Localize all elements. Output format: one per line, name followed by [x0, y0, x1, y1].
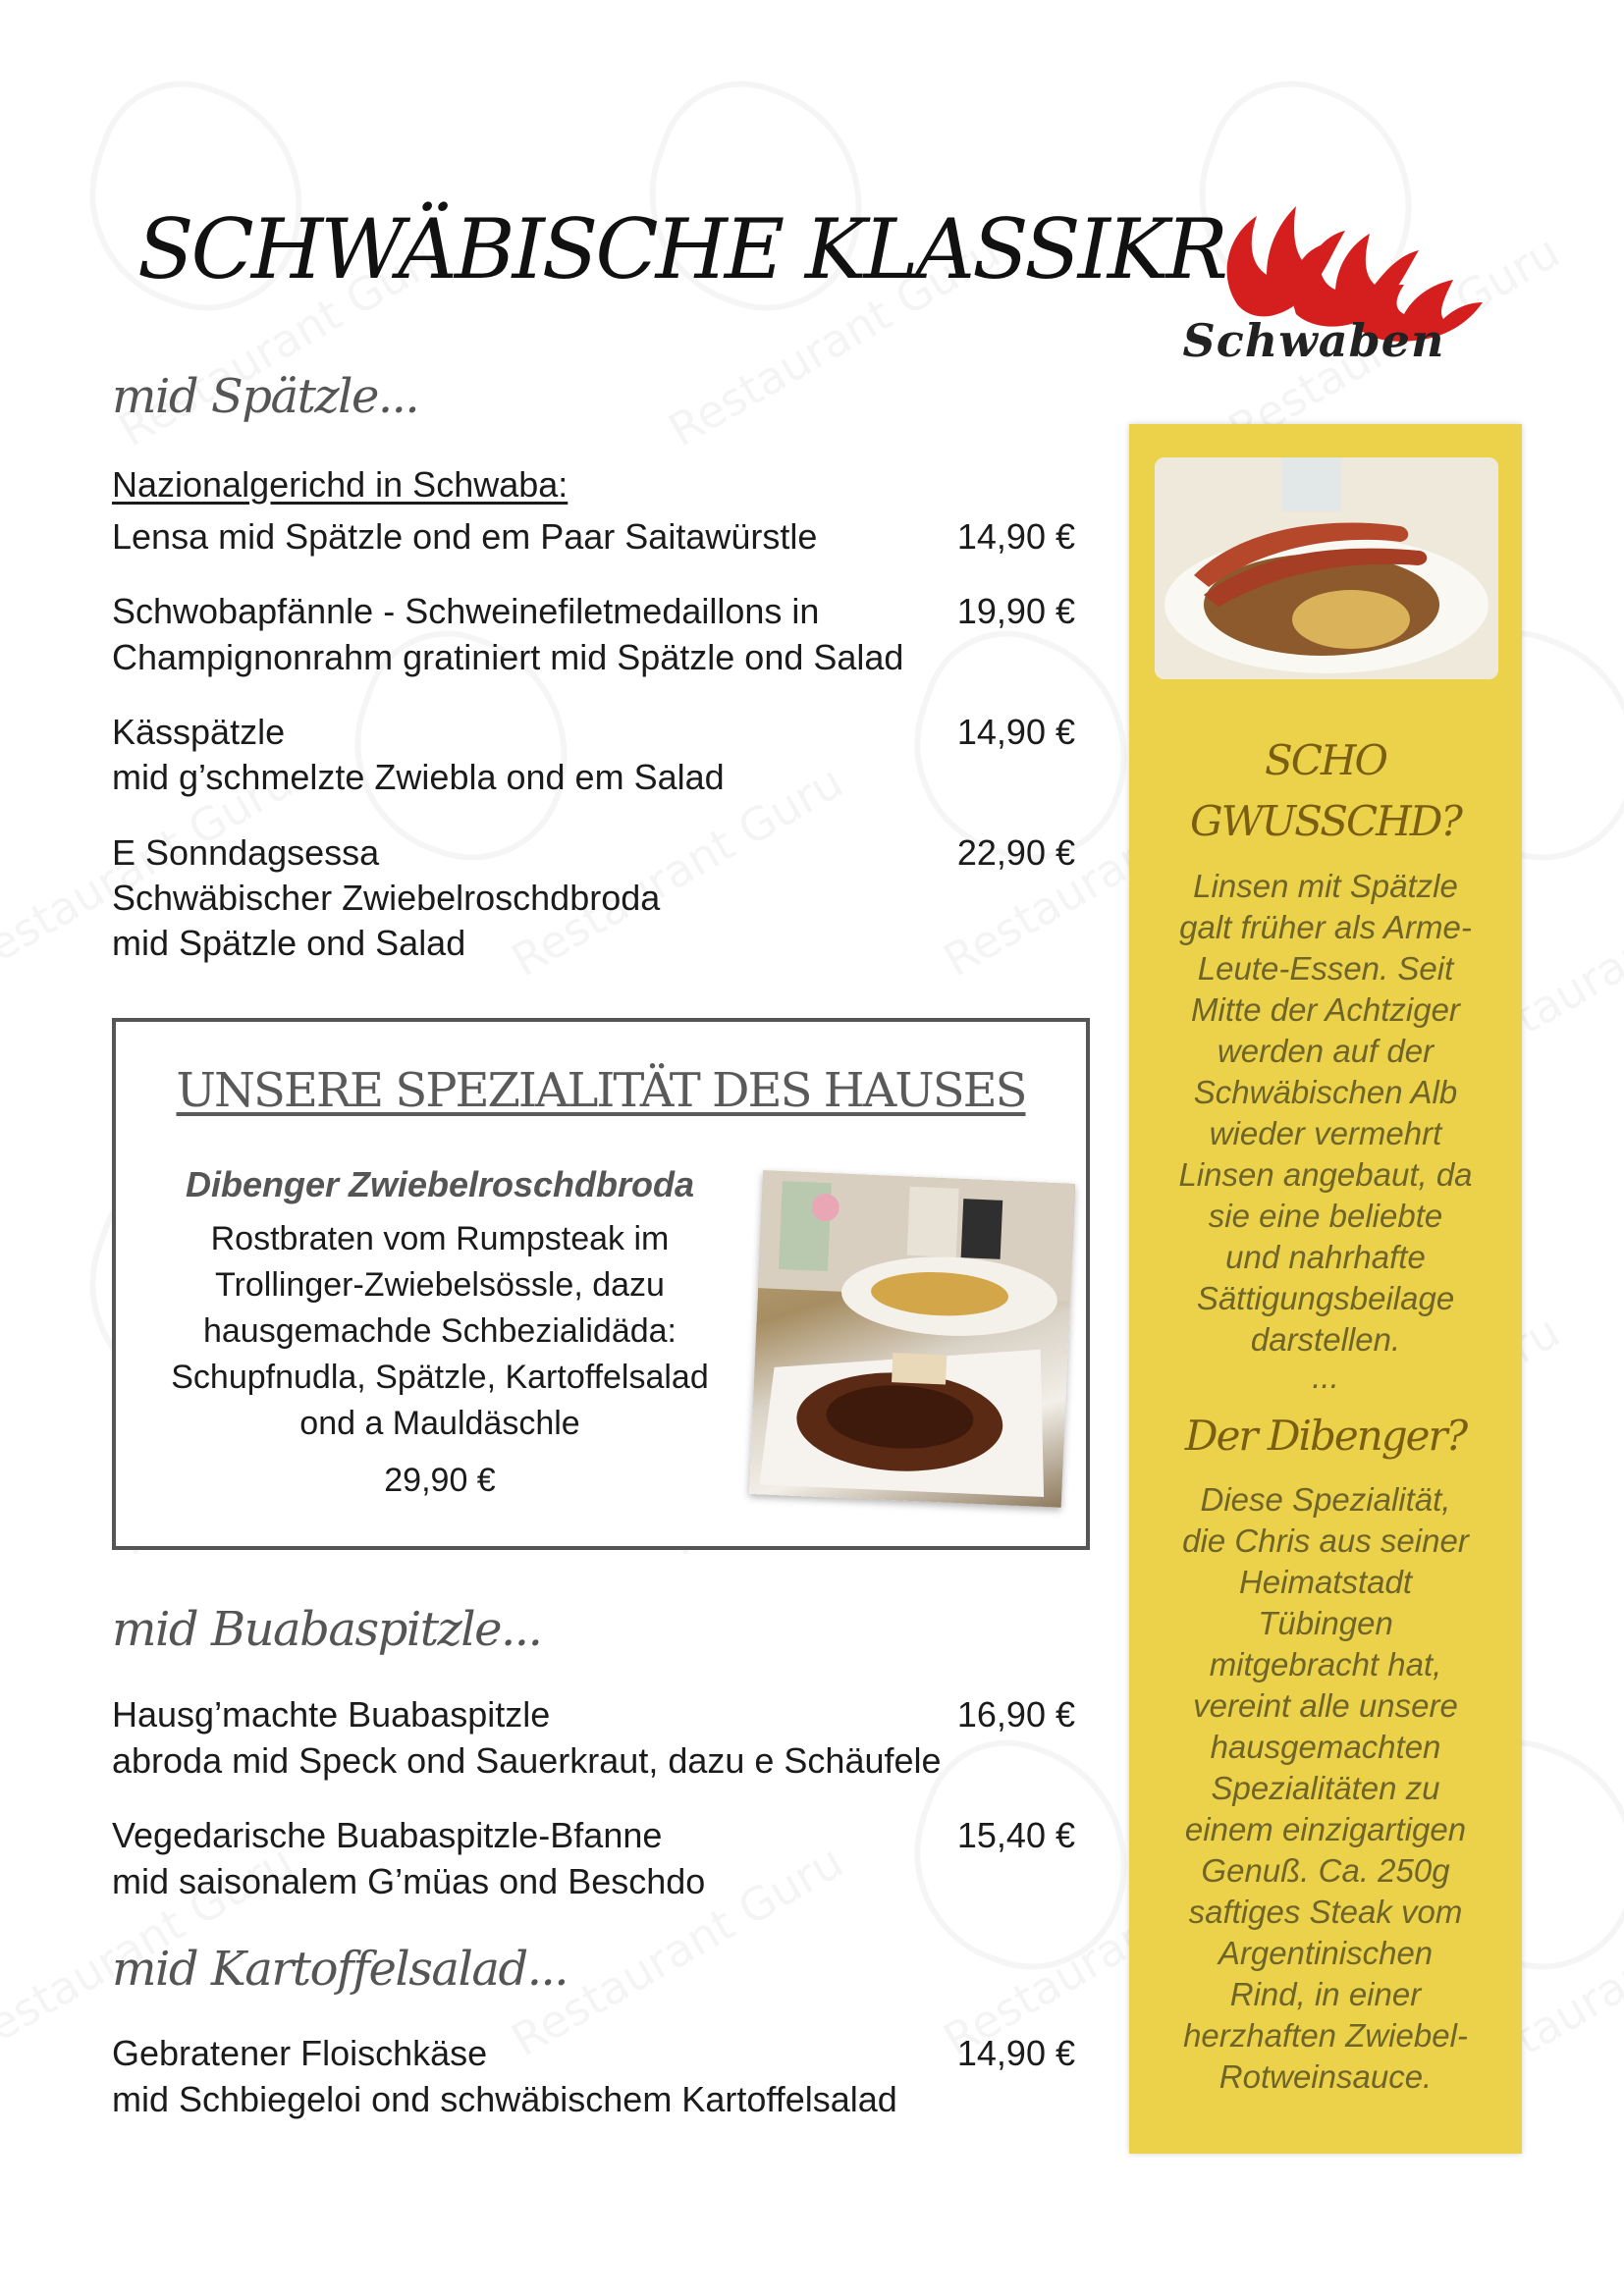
menu-item-name: Gebratener Floischkäse: [112, 2033, 488, 2073]
special-dish-photo: [749, 1170, 1075, 1508]
special-description: Schupfnudla, Spätzle, Kartoffelsalad: [171, 1359, 709, 1396]
sidebar-text: Genuß. Ca. 250g: [1201, 1852, 1450, 1889]
menu-item-description: Schwäbischer Zwiebelroschdbroda: [112, 878, 661, 918]
sidebar-text: Rind, in einer: [1229, 1976, 1422, 2012]
menu-item-price: 15,40 €: [956, 1815, 1075, 1855]
special-title: UNSERE SPEZIALITÄT DES HAUSES: [176, 1063, 1026, 1118]
section-heading-spaetzle: mid Spätzle...: [112, 369, 419, 424]
sidebar-text: Diese Spezialität,: [1200, 1481, 1451, 1518]
sidebar-text: einem einzigartigen: [1184, 1811, 1467, 1847]
special-description: Trollinger-Zwiebelsössle, dazu: [215, 1266, 665, 1304]
menu-item-name: Kässpätzle: [112, 712, 286, 752]
menu-item-description: mid g’schmelzte Zwiebla ond em Salad: [112, 757, 725, 797]
sidebar-text: mitgebracht hat,: [1209, 1646, 1442, 1682]
sidebar-text: saftiges Steak vom: [1188, 1894, 1463, 1930]
sidebar-text: sie eine beliebte: [1208, 1198, 1443, 1234]
sidebar-text: hausgemachten: [1210, 1729, 1441, 1765]
sidebar-text: Schwäbischen Alb: [1193, 1074, 1458, 1110]
sidebar-text: Mitte der Achtziger: [1191, 991, 1460, 1028]
logo-text: Schwaben: [1182, 314, 1445, 367]
sidebar-text: galt früher als Arme-: [1179, 909, 1472, 945]
sidebar-text: Sättigungsbeilage: [1196, 1280, 1455, 1316]
menu-item-price: 14,90 €: [956, 712, 1075, 752]
sidebar-text: wieder vermehrt: [1209, 1115, 1442, 1151]
sidebar-text: vereint alle unsere: [1193, 1687, 1458, 1724]
sidebar-heading-scho: SCHO: [1265, 736, 1386, 784]
menu-item-name: Schwobapfännle - Schweinefiletmedaillons in: [112, 591, 820, 631]
menu-item-description: mid Spätzle ond Salad: [112, 923, 466, 963]
menu-item-name: Lensa mid Spätzle ond em Paar Saitawürstle: [112, 516, 818, 557]
menu-item-price: 19,90 €: [956, 591, 1075, 631]
page-title: SCHWÄBISCHE KLASSIKR: [137, 201, 1225, 297]
sidebar-text: darstellen.: [1250, 1321, 1401, 1358]
lentils-spaetzle-photo: [1155, 457, 1498, 679]
sidebar-heading-dibenger: Der Dibenger?: [1184, 1412, 1467, 1460]
sidebar-text: Leute-Essen. Seit: [1197, 950, 1454, 987]
sidebar-text: und nahrhafte: [1225, 1239, 1426, 1275]
sidebar-text: Rotweinsauce.: [1218, 2058, 1433, 2095]
special-description: hausgemachde Schbezialidäda:: [202, 1312, 677, 1350]
sidebar-text: herzhaften Zwiebel-: [1183, 2017, 1468, 2054]
menu-item-name: Vegedarische Buabaspitzle-Bfanne: [112, 1815, 663, 1855]
sidebar-text: werden auf der: [1217, 1033, 1435, 1069]
menu-item-name: Hausg’machte Buabaspitzle: [112, 1694, 551, 1735]
menu-item-price: 22,90 €: [956, 832, 1075, 873]
sidebar-text: Linsen mit Spätzle: [1193, 868, 1458, 904]
special-description: Rostbraten vom Rumpsteak im: [210, 1220, 670, 1257]
menu-item-description: abroda mid Speck ond Sauerkraut, dazu e Schäufele: [112, 1740, 942, 1781]
menu-item-description: mid Schbiegeloi ond schwäbischem Kartoffelsalad: [112, 2079, 897, 2119]
menu-item-price: 16,90 €: [956, 1694, 1075, 1735]
special-box: [112, 1018, 1090, 1550]
menu-item-description: Champignonrahm gratiniert mid Spätzle ond Salad: [112, 637, 904, 677]
sidebar-text: Argentinischen: [1218, 1935, 1434, 1971]
menu-item-name: E Sonndagsessa: [112, 832, 380, 873]
sidebar-text: Linsen angebaut, da: [1178, 1156, 1473, 1193]
section-subheading: Nazionalgerichd in Schwaba:: [112, 464, 568, 505]
special-dish-name: Dibenger Zwiebelroschdbroda: [185, 1164, 695, 1204]
sidebar-text: die Chris aus seiner: [1182, 1522, 1469, 1559]
special-price: 29,90 €: [384, 1462, 496, 1499]
sidebar-text: Spezialitäten zu: [1211, 1770, 1440, 1806]
sidebar-text: Tübingen: [1258, 1605, 1393, 1641]
sidebar-heading-gwusschd: GWUSSCHD?: [1190, 797, 1461, 845]
menu-item-description: mid saisonalem G’müas ond Beschdo: [112, 1861, 706, 1901]
section-heading-kartoffelsalad: mid Kartoffelsalad...: [112, 1942, 568, 1997]
section-heading-buabaspitzle: mid Buabaspitzle...: [112, 1602, 542, 1657]
menu-item-price: 14,90 €: [956, 2033, 1075, 2073]
info-sidebar: [1129, 424, 1522, 2154]
special-description: ond a Mauldäschle: [299, 1405, 580, 1442]
sidebar-separator: ...: [1312, 1359, 1339, 1395]
menu-item-price: 14,90 €: [956, 516, 1075, 557]
sidebar-text: Heimatstadt: [1238, 1564, 1413, 1600]
